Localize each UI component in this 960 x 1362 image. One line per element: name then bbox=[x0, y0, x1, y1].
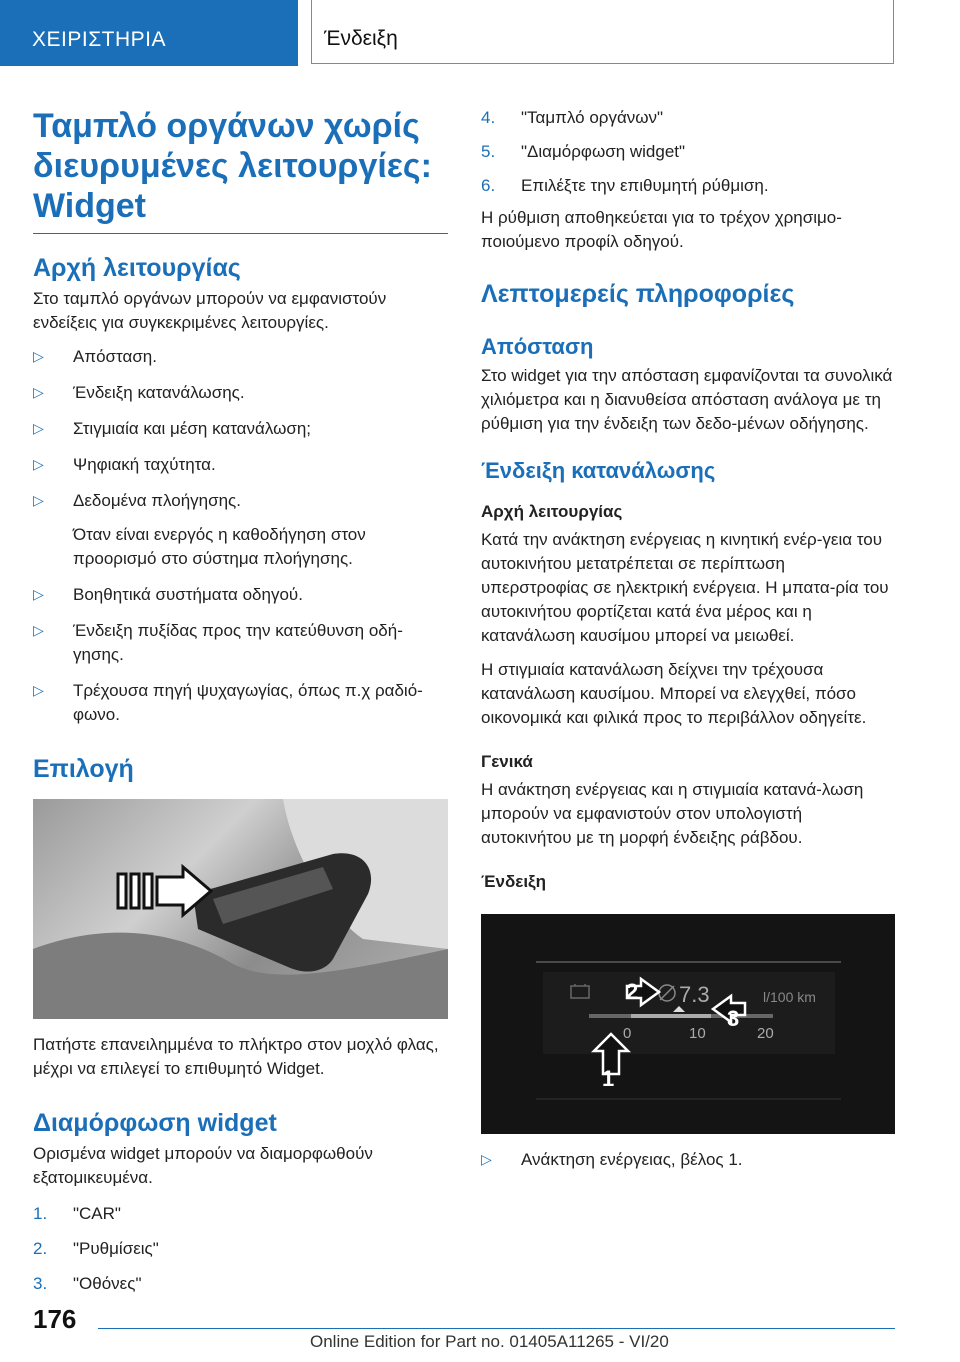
step-text: "Ρυθμίσεις" bbox=[73, 1239, 159, 1258]
config-text: Ορισμένα widget μπορούν να διαμορφωθούν εξατομικευμένα. bbox=[33, 1144, 373, 1187]
consumption-heading: Ένδειξη κατανάλωσης bbox=[481, 458, 716, 483]
step-number: 1. bbox=[33, 1204, 48, 1223]
config-steps bbox=[33, 1202, 448, 1296]
page-title: Ταμπλό οργάνων χωρίς διευρυμένες λειτουργίες: Widget bbox=[33, 107, 432, 225]
distance-text: Στο widget για την απόσταση εμφανίζονται τα συνολικά χιλιόμετρα και η διανυθείσα απόσταση ανάλογα με τη ρύθμιση για την ένδειξη των δεδο-μένων οδήγησης. bbox=[481, 366, 893, 433]
list-item: ▷ Τρέχουσα πηγή ψυχαγωγίας, όπως π.χ ραδιό-φωνο. bbox=[33, 679, 448, 727]
step-text: "Οθόνες" bbox=[73, 1274, 142, 1293]
consumption-value: 7.3 bbox=[679, 982, 710, 1007]
consumption-unit: l/100 km bbox=[763, 989, 816, 1005]
step-text: "Διαμόρφωση widget" bbox=[521, 142, 686, 161]
details-heading: Λεπτομερείς πληροφορίες bbox=[481, 280, 795, 308]
list-item: ▷ Δεδομένα πλοήγησης. bbox=[33, 489, 448, 513]
instrument-cluster-photo bbox=[481, 914, 895, 1134]
general-text: Η ανάκτηση ενέργειας και η στιγμιαία κατανά-λωση μπορούν να εμφανιστούν στον υπολογιστή αυτοκινήτου με τη μορφή ένδειξης ράβδου. bbox=[481, 780, 864, 847]
list-item: ▷ Ανάκτηση ενέργειας, βέλος 1. bbox=[481, 1148, 895, 1172]
list-item: ▷ Απόσταση. bbox=[33, 345, 448, 369]
step-text: Επιλέξτε την επιθυμητή ρύθμιση. bbox=[521, 176, 769, 195]
feature-list bbox=[33, 345, 448, 513]
principle-subheading: Αρχή λειτουργίας bbox=[481, 502, 623, 521]
lever-illustration bbox=[33, 799, 448, 1019]
scale-tick-20: 20 bbox=[757, 1025, 774, 1042]
footer-edition: Online Edition for Part no. 01405A11265 - VI/20 bbox=[310, 1332, 669, 1351]
principle-heading: Αρχή λειτουργίας bbox=[33, 254, 241, 282]
scale-tick-0: 0 bbox=[623, 1025, 632, 1042]
page-footer bbox=[0, 1290, 960, 1362]
step-number: 4. bbox=[481, 108, 496, 127]
save-text: Η ρύθμιση αποθηκεύεται για το τρέχον χρησιμο-ποιούμενο προφίλ οδηγού. bbox=[481, 208, 842, 251]
right-column bbox=[481, 106, 895, 1172]
callout-3: 3 bbox=[727, 1006, 740, 1031]
step-item bbox=[33, 1202, 448, 1226]
config-steps-continued bbox=[481, 106, 895, 198]
header-topic-title: Ένδειξη bbox=[324, 27, 398, 50]
step-text: "CAR" bbox=[73, 1204, 121, 1223]
list-item: ▷ Ένδειξη πυξίδας προς την κατεύθυνση οδή-γησης. bbox=[33, 619, 448, 667]
step-item bbox=[481, 174, 895, 198]
display-subheading: Ένδειξη bbox=[481, 872, 547, 891]
principle-text-1: Κατά την ανάκτηση ενέργειας η κινητική ενέρ-γεια του αυτοκινήτου μετατρέπεται σε περίπτωση υπερστροφίας σε ηλεκτρική ενέργεια. Η μπατα-ρία του αυτοκινήτου φορτίζεται κατά ένα μέρος και η κατανάλωση καυσίμου μπορεί να μειωθεί. bbox=[481, 530, 889, 645]
step-item bbox=[481, 106, 895, 130]
list-item: ▷ Βοηθητικά συστήματα οδηγού. bbox=[33, 583, 448, 607]
callout-1: 1 bbox=[602, 1066, 615, 1091]
list-item: ▷ Ψηφιακή ταχύτητα. bbox=[33, 453, 448, 477]
step-item bbox=[33, 1237, 448, 1261]
display-list bbox=[481, 1148, 895, 1172]
left-column bbox=[33, 106, 448, 1296]
distance-heading: Απόσταση bbox=[481, 334, 594, 359]
step-text: "Ταμπλό οργάνων" bbox=[521, 108, 664, 127]
principle-text-2: Η στιγμιαία κατανάλωση δείχνει την τρέχουσα κατανάλωση καυσίμου. Μπορεί να ελεγχθεί, πόσο οικονομικά και φιλικά προς το περιβάλλον οδηγείτε. bbox=[481, 660, 867, 727]
step-number: 2. bbox=[33, 1239, 48, 1258]
footer-divider bbox=[98, 1328, 895, 1329]
header-section-tab bbox=[0, 0, 298, 66]
list-item: ▷ Στιγμιαία και μέση κατανάλωση; bbox=[33, 417, 448, 441]
general-subheading: Γενικά bbox=[481, 752, 533, 771]
callout-2: 2 bbox=[626, 979, 639, 1004]
step-item bbox=[481, 140, 895, 164]
config-heading: Διαμόρφωση widget bbox=[33, 1109, 277, 1137]
principle-text: Στο ταμπλό οργάνων μπορούν να εμφανιστούν ενδείξεις για συγκεκριμένες λειτουργίες. bbox=[33, 289, 387, 332]
step-number: 5. bbox=[481, 142, 496, 161]
nav-note: Όταν είναι ενεργός η καθοδήγηση στον προορισμό στο σύστημα πλοήγησης. bbox=[73, 525, 366, 568]
list-item: ▷ Ένδειξη κατανάλωσης. bbox=[33, 381, 448, 405]
step-number: 6. bbox=[481, 176, 496, 195]
step-number: 3. bbox=[33, 1274, 48, 1293]
header-section-title: ΧΕΙΡΙΣΤΗΡΙΑ bbox=[32, 28, 167, 51]
title-divider bbox=[33, 233, 448, 234]
cluster-illustration bbox=[481, 914, 895, 1134]
scale-tick-10: 10 bbox=[689, 1025, 706, 1042]
page-number: 176 bbox=[33, 1304, 77, 1334]
selection-heading: Επιλογή bbox=[33, 755, 134, 783]
turn-signal-lever-photo bbox=[33, 799, 448, 1019]
header-topic-box bbox=[311, 0, 894, 64]
selection-text: Πατήστε επανειλημμένα το πλήκτρο στον μοχλό φλας, μέχρι να επιλεγεί το επιθυμητό Widget. bbox=[33, 1035, 439, 1078]
feature-list-2 bbox=[33, 583, 448, 727]
